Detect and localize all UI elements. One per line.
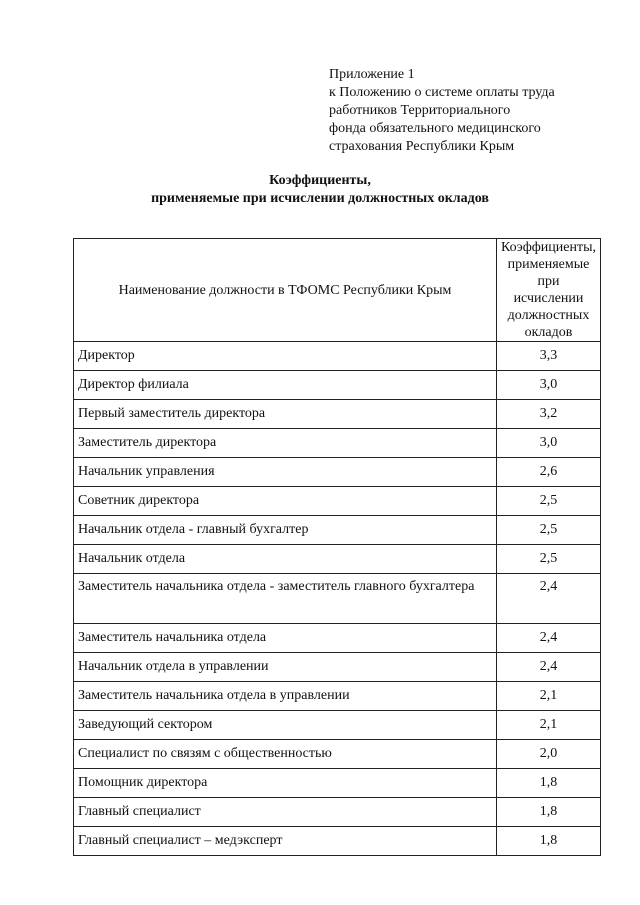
coefficient-value: 2,5 [496,487,600,516]
table-row [74,740,601,769]
header-position-name: Наименование должности в ТФОМС Республики Крым [74,239,497,342]
coefficients-table [73,238,601,856]
position-name: Начальник управления [74,458,497,487]
position-name: Заведующий сектором [74,711,497,740]
coefficient-value: 3,0 [496,429,600,458]
coefficient-value: 3,3 [496,342,600,371]
coefficient-value: 3,2 [496,400,600,429]
table-row [74,545,601,574]
coefficient-value: 2,4 [496,624,600,653]
appendix-block [329,66,555,156]
title-line-2: применяемые при исчислении должностных окладов [151,191,489,206]
position-name: Советник директора [74,487,497,516]
header-coefficient: Коэффициенты, применяемые при исчислении должностных окладов [496,239,600,342]
coefficient-value: 3,0 [496,371,600,400]
position-name: Главный специалист – медэксперт [74,827,497,856]
position-name: Начальник отдела в управлении [74,653,497,682]
appendix-line: к Положению о системе оплаты труда [329,85,555,100]
appendix-line: работников Территориального [329,103,511,118]
position-name: Помощник директора [74,769,497,798]
table-row [74,711,601,740]
position-name: Начальник отдела - главный бухгалтер [74,516,497,545]
position-name: Специалист по связям с общественностью [74,740,497,769]
coefficient-value: 2,0 [496,740,600,769]
coefficient-value: 1,8 [496,798,600,827]
coefficient-value: 2,4 [496,653,600,682]
table-row [74,769,601,798]
position-name: Заместитель начальника отдела [74,624,497,653]
table-row [74,487,601,516]
coefficient-value: 2,5 [496,545,600,574]
position-name: Директор филиала [74,371,497,400]
appendix-line: Приложение 1 [329,67,415,82]
table-row [74,653,601,682]
table-row [74,458,601,487]
document-title [0,172,640,208]
position-name: Первый заместитель директора [74,400,497,429]
position-name: Главный специалист [74,798,497,827]
table-row [74,400,601,429]
coefficient-value: 2,1 [496,711,600,740]
table-row [74,798,601,827]
appendix-line: фонда обязательного медицинского [329,121,541,136]
table-row [74,827,601,856]
title-line-1: Коэффициенты, [269,173,371,188]
coefficient-value: 2,4 [496,574,600,624]
table-row [74,624,601,653]
appendix-line: страхования Республики Крым [329,139,515,154]
table-header-row [74,239,601,342]
table-row [74,371,601,400]
position-name: Директор [74,342,497,371]
table-row [74,516,601,545]
coefficient-value: 1,8 [496,769,600,798]
table-body [74,342,601,856]
coefficient-value: 2,5 [496,516,600,545]
position-name: Заместитель директора [74,429,497,458]
table-row [74,574,601,624]
table-row [74,429,601,458]
position-name: Начальник отдела [74,545,497,574]
table-row [74,342,601,371]
table-row [74,682,601,711]
coefficient-value: 1,8 [496,827,600,856]
coefficient-value: 2,1 [496,682,600,711]
position-name: Заместитель начальника отдела - заместитель главного бухгалтера [74,574,497,624]
coefficient-value: 2,6 [496,458,600,487]
position-name: Заместитель начальника отдела в управлении [74,682,497,711]
